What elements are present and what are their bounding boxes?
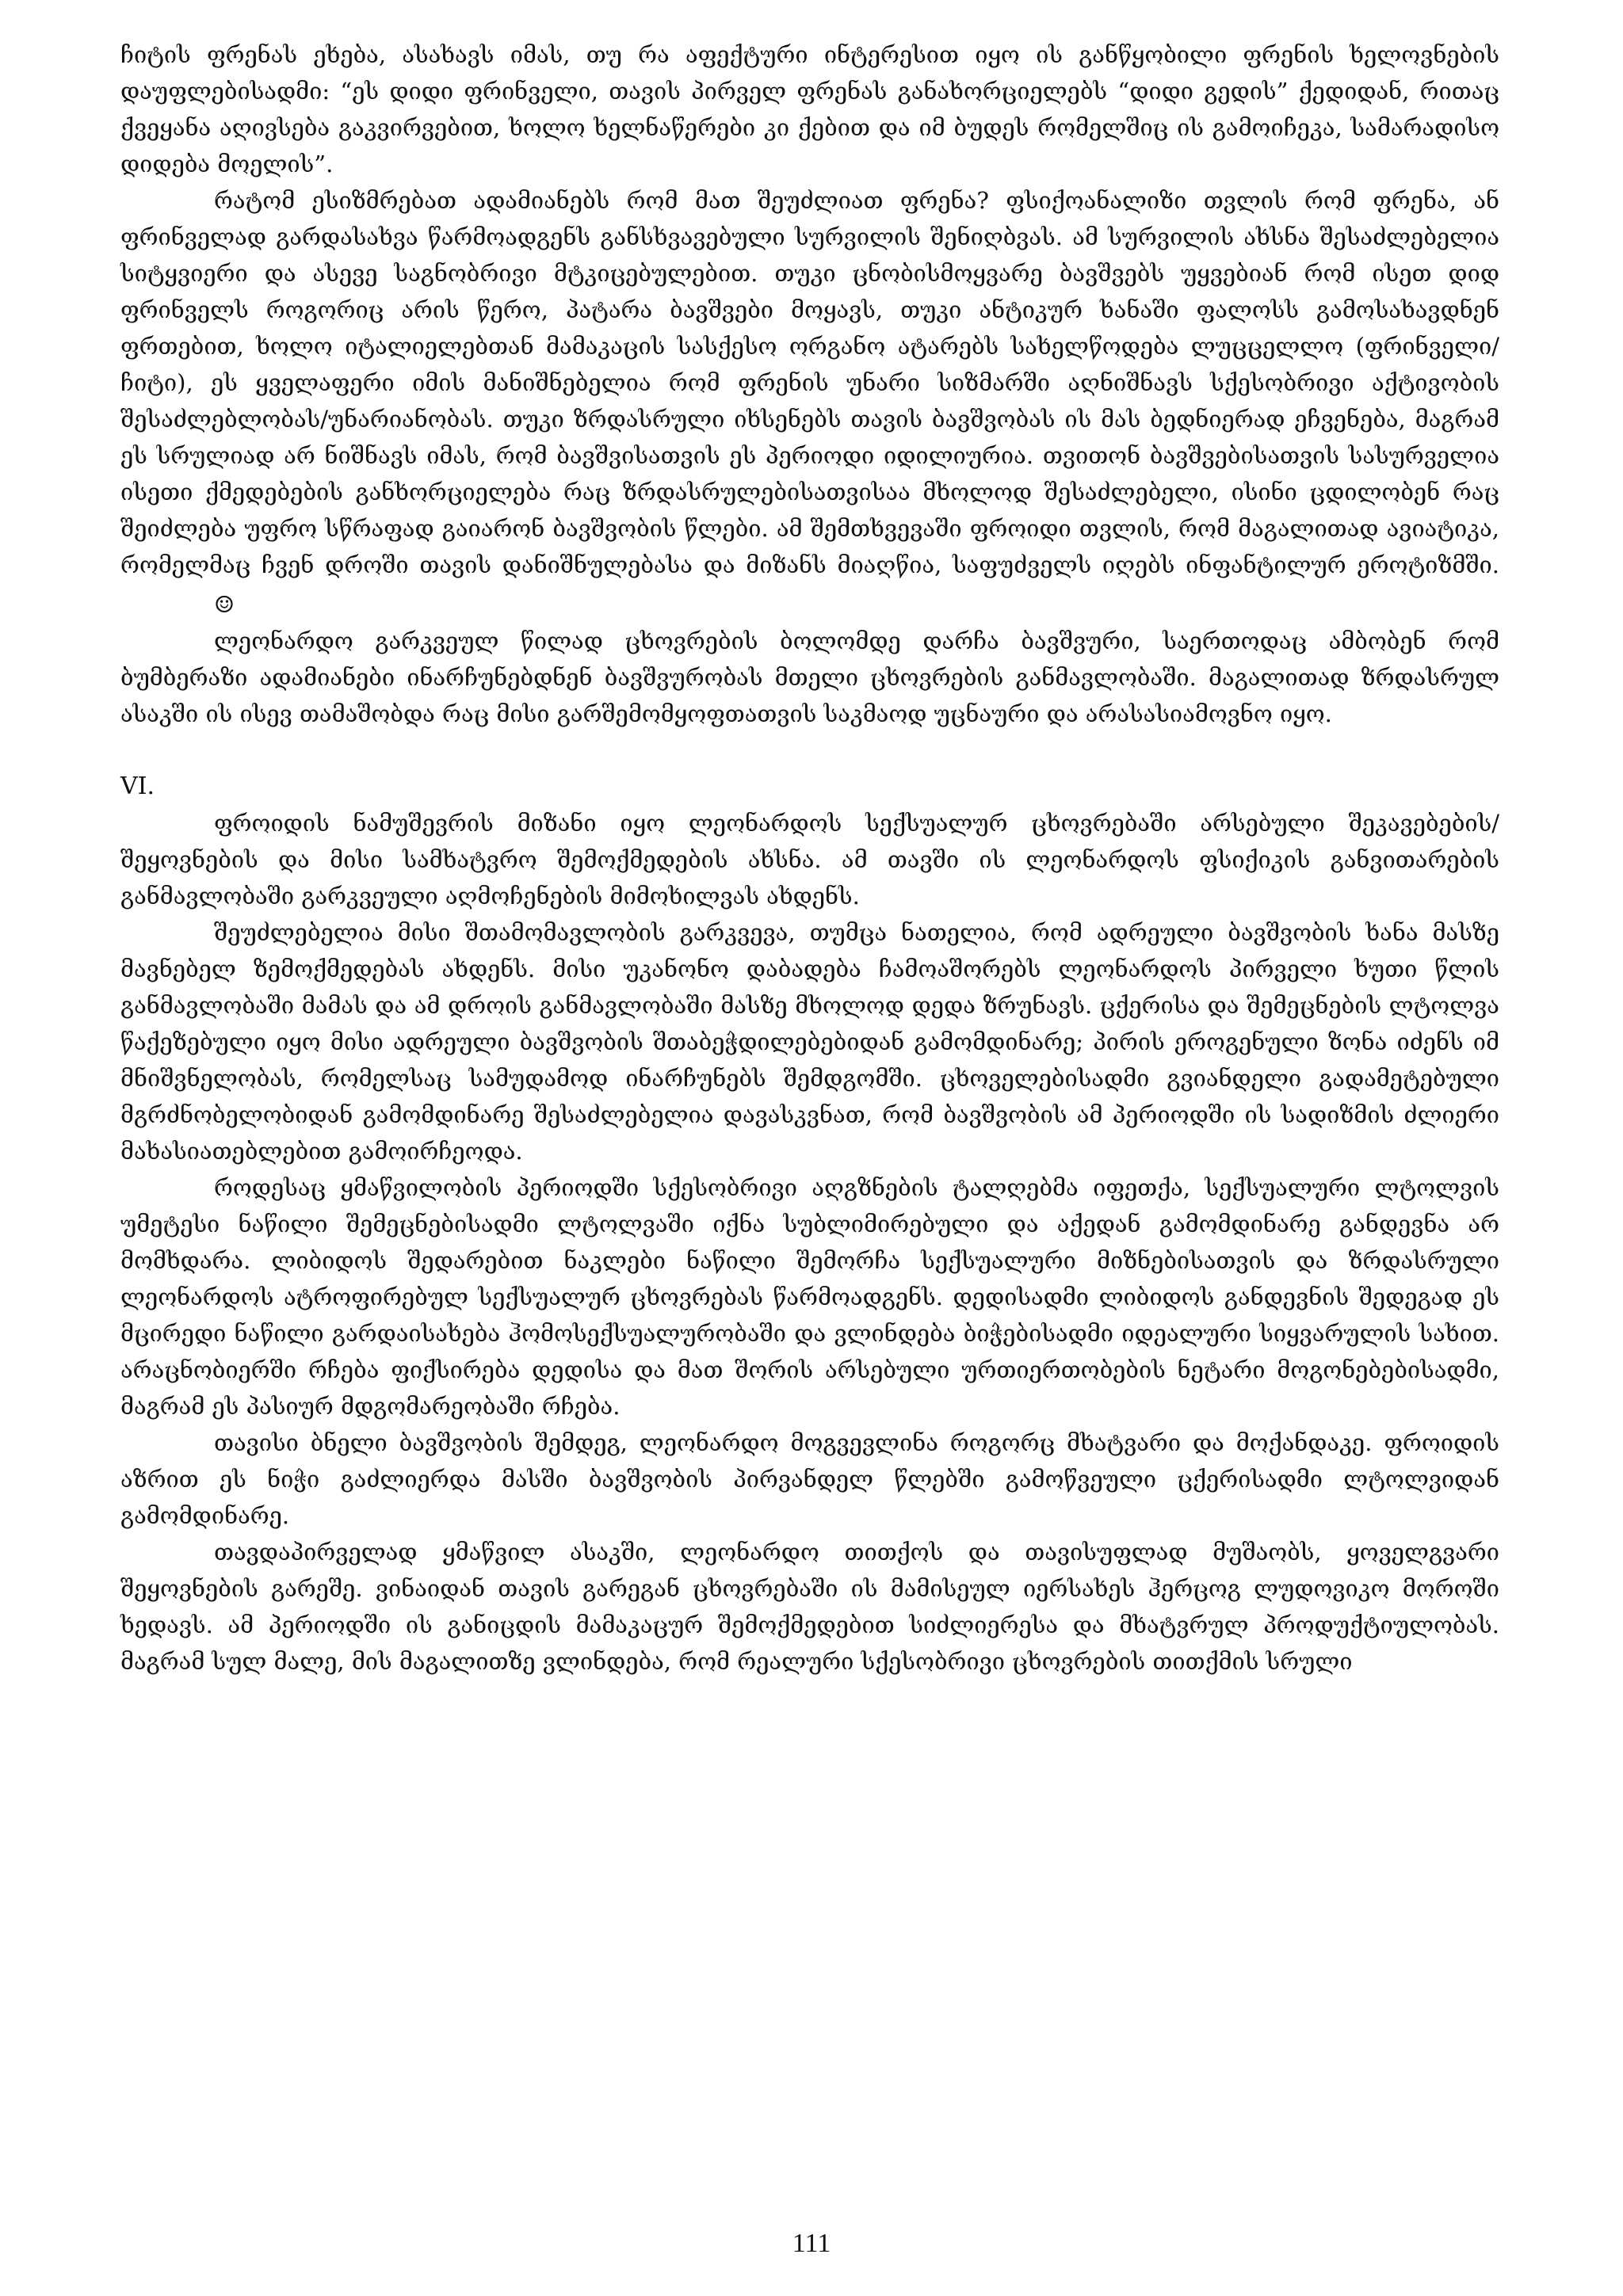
paragraph-2-text: რატომ ესიზმრებათ ადამიანებს რომ მათ შეუძლიათ ფრენა? ფსიქოანალიზი თვლის რომ ფრენა, ან ფრინველად გარდასახვა წარმოადგენს განსხვავებული სურვილის შენიღბვას. ამ სურვილის ახსნა შესაძლებელია სიტყვიერი და ასევე საგნობრივი მტკიცებულებით. თუკი ცნობისმოყვარე ბავშვებს უყვებიან რომ ისეთ დიდ ფრინველს როგორიც არის წერო, პატარა ბავშვები მოყავს, თუკი ანტიკურ ხანაში ფალოსს გამოსახავდნენ ფრთებით, ხოლო იტალიელებთან მამაკაცის სასქესო ორგანო ატარებს სახელწოდება ლუცცელლო (ფრინველი/ჩიტი), ეს ყველაფერი იმის მანიშნებელია რომ ფრენის უნარი სიზმარში აღნიშნავს სქესობრივი აქტივობის შესაძლებლობას/უნარიანობას. თუკი ზრდასრული იხსენებს თავის ბავშვობას ის მას ბედნიერად ეჩვენება, მაგრამ ეს სრულიად არ ნიშნავს იმას, რომ ბავშვისათვის ეს პერიოდი იდილიურია. თვითონ ბავშვებისათვის სასურველია ისეთი ქმედებების განხორციელება რაც ზრდასრულებისათვისაა მხოლოდ შესაძლებელი, ისინი ცდილობენ რაც შეიძლება უფრო სწრაფად გაიარონ ბავშვობის წლები. ამ შემთხვევაში ფროიდი თვლის, რომ მაგალითად ავიატიკა, რომელმაც ჩვენ დროში თავის დანიშნულებასა და მიზანს მიაღწია, საფუძველს იღებს ინფანტილურ ეროტიზმში.	[120, 187, 1499, 578]
smiley-icon: ☺	[214, 591, 235, 618]
section-spacer	[120, 732, 1499, 769]
section-paragraph-5: თავდაპირველად ყმაწვილ ასაკში, ლეონარდო თითქოს და თავისუფლად მუშაობს, ყოველგვარი შეყოვნების გარეშე. ვინაიდან თავის გარეგან ცხოვრებაში ის მამისეულ იერსახეს ჰერცოგ ლუდოვიკო მოროში ხედავს. ამ პერიოდში ის განიცდის მამაკაცურ შემოქმედებით სიძლიერესა და მხატვრულ პროდუქტიულობას. მაგრამ სულ მალე, მის მაგალითზე ვლინდება, რომ რეალური სქესობრივი ცხოვრების თითქმის სრული	[120, 1539, 1499, 1675]
section-heading: VI.	[120, 772, 155, 800]
section-paragraph-4: თავისი ბნელი ბავშვობის შემდეგ, ლეონარდო მოგვევლინა როგორც მხატვარი და მოქანდაკე. ფროიდის აზრით ეს ნიჭი გაძლიერდა მასში ბავშვობის პირვანდელ წლებში გამოწვეული ცქერისადმი ლტოლვიდან გამომდინარე.	[120, 1429, 1499, 1529]
section-paragraph-3: როდესაც ყმაწვილობის პერიოდში სქესობრივი აღგზნების ტალღებმა იფეთქა, სექსუალური ლტოლვის უმეტესი ნაწილი შემეცნებისადმი ლტოლვაში იქნა სუბლიმირებული და აქედან გამომდინარე განდევნა არ მომხდარა. ლიბიდოს შედარებით ნაკლები ნაწილი შემორჩა სექსუალური მიზნებისათვის და ზრდასრული ლეონარდოს ატროფირებულ სექსუალურ ცხოვრებას წარმოადგენს. დედისადმი ლიბიდოს განდევნის შედეგად ეს მცირედი ნაწილი გარდაისახება ჰომოსექსუალურობაში და ვლინდება ბიჭებისადმი იდეალური სიყვარულის სახით. არაცნობიერში რჩება ფიქსირება დედისა და მათ შორის არსებული ურთიერთობების ნეტარი მოგონებებისადმი, მაგრამ ეს პასიურ მდგომარეობაში რჩება.	[120, 1174, 1499, 1420]
section-paragraph-1: ფროიდის ნამუშევრის მიზანი იყო ლეონარდოს სექსუალურ ცხოვრებაში არსებული შეკავებების/შეყოვნების და მისი სამხატვრო შემოქმედების ახსნა. ამ თავში ის ლეონარდოს ფსიქიკის განვითარების განმავლობაში გარკვეული აღმოჩენების მიმოხილვას ახდენს.	[120, 810, 1499, 910]
paragraph-3: ლეონარდო გარკვეულ წილად ცხოვრების ბოლომდე დარჩა ბავშვური, საერთოდაც ამბობენ რომ ბუმბერაზი ადამიანები ინარჩუნებდნენ ბავშვურობას მთელი ცხოვრების განმავლობაში. მაგალითად ზრდასრულ ასაკში ის ისევ თამაშობდა რაც მისი გარშემომყოფთათვის საკმაოდ უცნაური და არასასიამოვნო იყო.	[120, 627, 1499, 727]
section-paragraph-2: შეუძლებელია მისი შთამომავლობის გარკვევა, თუმცა ნათელია, რომ ადრეული ბავშვობის ხანა მასზე მავნებელ ზემოქმედებას ახდენს. მისი უკანონო დაბადება ჩამოაშორებს ლეონარდოს პირველი ხუთი წლის განმავლობაში მამას და ამ დროის განმავლობაში მასზე მხოლოდ დედა ზრუნავს. ცქერისა და შემეცნების ლტოლვა წაქეზებული იყო მისი ადრეული ბავშვობის შთაბეჭდილებებიდან გამომდინარე; პირის ეროგენული ზონა იძენს იმ მნიშვნელობას, რომელსაც სამუდამოდ ინარჩუნებს შემდგომში. ცხოველებისადმი გვიანდელი გადამეტებული მგრძნობელობიდან გამომდინარე შესაძლებელია დავასკვნათ, რომ ბავშვობის ამ პერიოდში ის სადიზმის ძლიერი მახასიათებლებით გამოირჩეოდა.	[120, 919, 1499, 1165]
paragraph-2	[120, 182, 1499, 623]
paragraph-1: ჩიტის ფრენას ეხება, ასახავს იმას, თუ რა აფექტური ინტერესით იყო ის განწყობილი ფრენის ხელოვნების დაუფლებისადმი: “ეს დიდი ფრინველი, თავის პირველ ფრენას განახორციელებს “დიდი გედის” ქედიდან, რითაც ქვეყანა აღივსება გაკვირვებით, ხოლო ხელნაწერები კი ქებით და იმ ბუდეს რომელშიც ის გამოიჩეკა, სამარადისო დიდება მოელის”.	[120, 41, 1499, 177]
page-number: 111	[792, 2229, 831, 2258]
page-body	[120, 36, 1499, 1680]
